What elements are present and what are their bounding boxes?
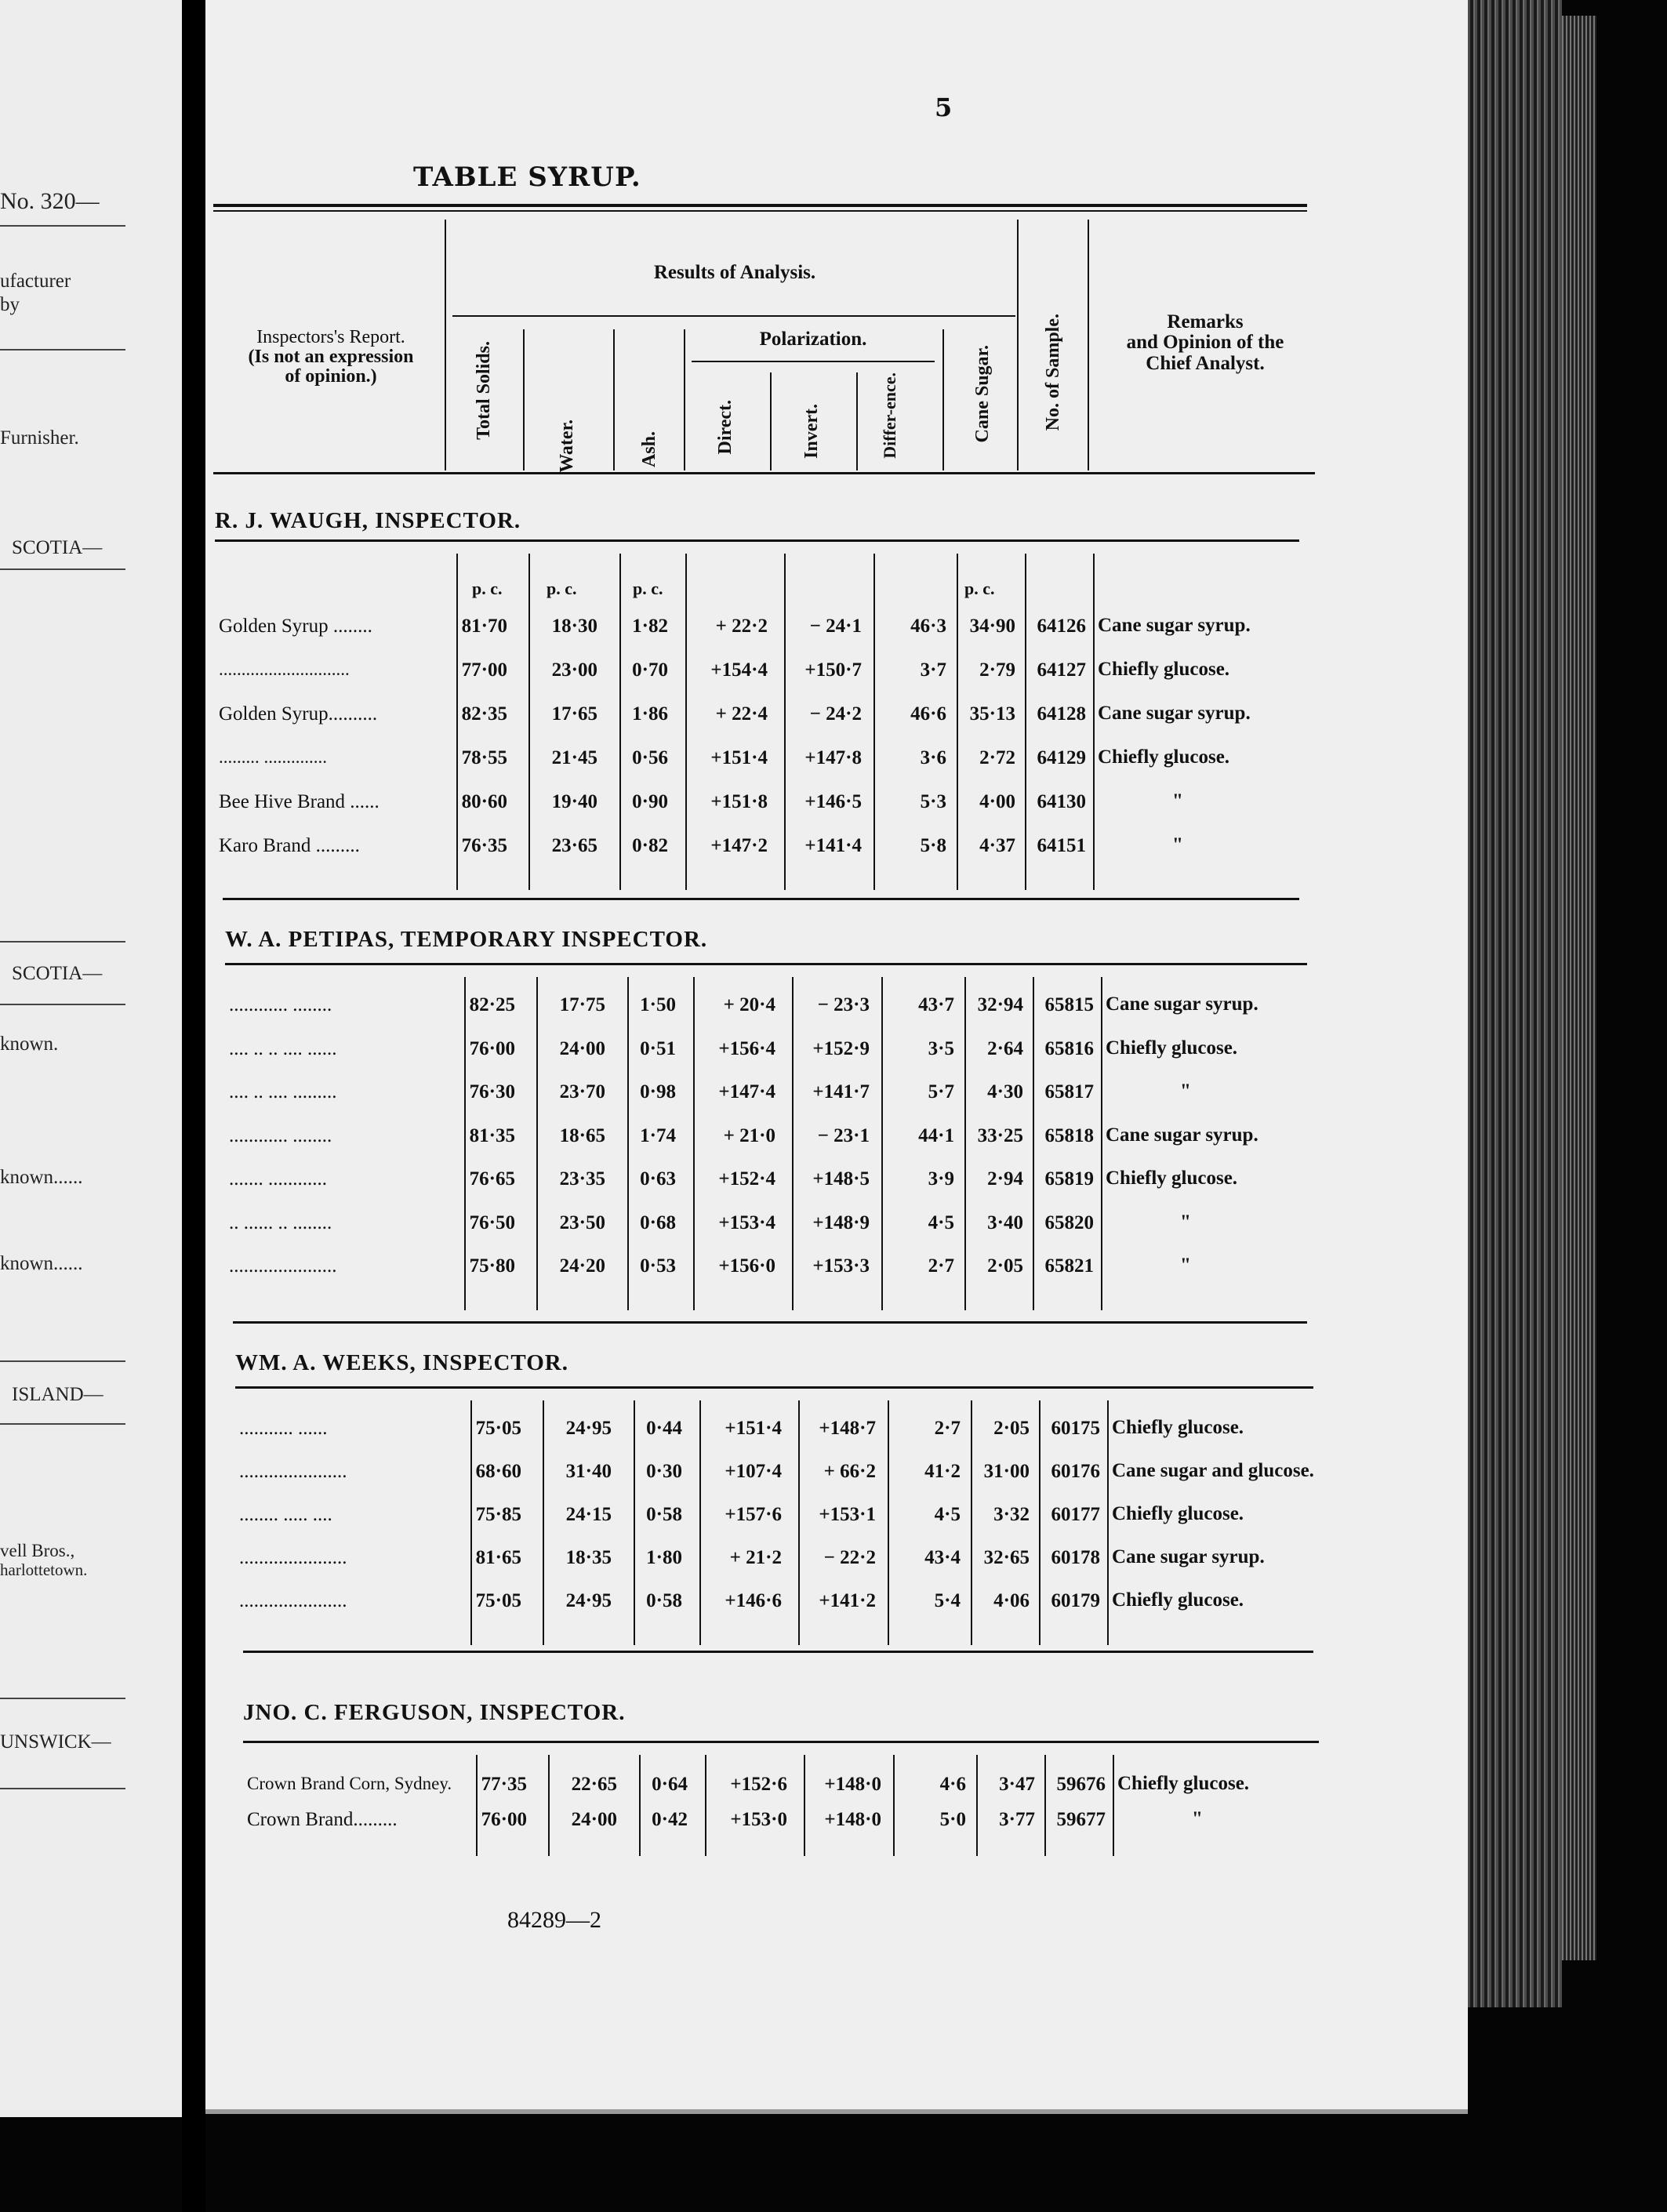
data-cell: 60175 xyxy=(1051,1418,1100,1439)
data-cell: 1·74 xyxy=(640,1124,676,1146)
column-separator xyxy=(893,1755,895,1856)
data-cell: 24·15 xyxy=(565,1504,612,1525)
row-label: Crown Brand......... xyxy=(247,1809,398,1830)
data-cell: 65817 xyxy=(1044,1081,1094,1102)
data-cell: 2·7 xyxy=(928,1255,954,1277)
remarks-cell: Chiefly glucose. xyxy=(1117,1773,1250,1794)
data-cell: 24·00 xyxy=(559,1037,605,1059)
section-bottom-rule xyxy=(243,1651,1313,1653)
cane-sugar-header: Cane Sugar. xyxy=(972,345,993,443)
remarks-cell: Cane sugar syrup. xyxy=(1098,615,1251,636)
data-cell: 5·4 xyxy=(934,1590,961,1611)
left-rule xyxy=(0,349,125,351)
data-cell: 64126 xyxy=(1037,616,1086,637)
data-cell: 75·85 xyxy=(475,1504,521,1525)
row-label: .... .. .... ......... xyxy=(229,1081,337,1102)
data-cell: 78·55 xyxy=(461,747,507,768)
row-label: Golden Syrup ........ xyxy=(219,616,372,637)
total-solids-header: Total Solids. xyxy=(474,341,494,440)
row-label: ........... ...... xyxy=(239,1418,328,1439)
pc-label: p. c. xyxy=(964,579,995,598)
data-cell: 44·1 xyxy=(918,1124,954,1146)
column-separator xyxy=(784,554,786,890)
data-cell: +156·0 xyxy=(718,1255,775,1277)
remarks-cell: " xyxy=(1192,1808,1203,1829)
header-vline xyxy=(942,329,944,470)
data-cell: 5·8 xyxy=(920,835,946,856)
data-cell: 0·58 xyxy=(646,1590,682,1611)
row-label: Bee Hive Brand ...... xyxy=(219,791,380,812)
column-separator xyxy=(693,977,695,1310)
row-label: ......... .............. xyxy=(219,747,327,767)
data-cell: 2·7 xyxy=(934,1418,961,1439)
footer-code: 84289—2 xyxy=(507,1907,601,1933)
left-rule xyxy=(0,941,125,943)
column-separator xyxy=(792,977,794,1310)
row-label: ...................... xyxy=(229,1255,337,1277)
data-cell: 31·40 xyxy=(565,1461,612,1482)
row-label: ....... ............ xyxy=(229,1168,327,1190)
remarks-header-line: and Opinion of the xyxy=(1126,332,1284,354)
data-cell: 41·2 xyxy=(924,1461,961,1482)
data-cell: +153·3 xyxy=(812,1255,870,1277)
data-cell: 59676 xyxy=(1056,1774,1106,1795)
data-cell: +153·1 xyxy=(819,1504,876,1525)
left-rule xyxy=(0,225,125,227)
data-cell: 17·75 xyxy=(559,994,605,1015)
left-frag: vell Bros., xyxy=(0,1541,75,1560)
column-separator xyxy=(705,1755,706,1856)
data-cell: +150·7 xyxy=(804,659,862,681)
sample-no-header: No. of Sample. xyxy=(1043,314,1063,431)
remarks-cell: Cane sugar syrup. xyxy=(1098,703,1251,724)
data-cell: +152·9 xyxy=(812,1037,870,1059)
data-cell: 0·68 xyxy=(640,1211,676,1233)
remarks-cell: Chiefly glucose. xyxy=(1112,1589,1244,1611)
polarization-header: Polarization. xyxy=(759,329,867,350)
data-cell: 3·77 xyxy=(999,1809,1035,1830)
data-cell: 2·05 xyxy=(993,1418,1030,1439)
data-cell: 23·70 xyxy=(559,1081,605,1102)
remarks-cell: Chiefly glucose. xyxy=(1106,1168,1238,1189)
data-cell: 82·35 xyxy=(461,703,507,725)
section-title: R. J. WAUGH, INSPECTOR. xyxy=(215,508,521,533)
direct-header: Direct. xyxy=(715,400,735,455)
remarks-cell: " xyxy=(1172,834,1183,855)
data-cell: +153·4 xyxy=(718,1211,775,1233)
data-cell: 76·00 xyxy=(481,1809,527,1830)
data-cell: 22·65 xyxy=(571,1774,617,1795)
book-fore-edge xyxy=(1562,16,1596,1960)
data-cell: 46·6 xyxy=(910,703,946,725)
data-cell: 60179 xyxy=(1051,1590,1100,1611)
data-cell: 0·70 xyxy=(632,659,668,681)
data-cell: +147·2 xyxy=(710,835,768,856)
data-cell: − 24·2 xyxy=(809,703,862,725)
data-cell: + 21·0 xyxy=(723,1124,775,1146)
data-cell: 2·72 xyxy=(979,747,1015,768)
data-cell: 3·47 xyxy=(999,1774,1035,1795)
data-cell: 2·05 xyxy=(987,1255,1023,1277)
data-cell: 59677 xyxy=(1056,1809,1106,1830)
left-frag: by xyxy=(0,294,20,315)
column-separator xyxy=(639,1755,641,1856)
remarks-cell: Chiefly glucose. xyxy=(1112,1503,1244,1524)
left-frag: known...... xyxy=(0,1253,83,1274)
document-page xyxy=(205,0,1468,2114)
data-cell: + 22·4 xyxy=(715,703,768,725)
data-cell: 75·80 xyxy=(469,1255,515,1277)
data-cell: 23·35 xyxy=(559,1168,605,1190)
left-frag: harlottetown. xyxy=(0,1560,88,1579)
data-cell: 3·32 xyxy=(993,1504,1030,1525)
data-cell: +148·0 xyxy=(824,1774,881,1795)
section-rule xyxy=(215,539,1299,542)
data-cell: +152·6 xyxy=(730,1774,787,1795)
left-frag: known. xyxy=(0,1033,59,1055)
remarks-header xyxy=(1095,312,1315,374)
page-title: TABLE SYRUP. xyxy=(413,162,641,193)
data-cell: 81·65 xyxy=(475,1547,521,1568)
section-title: WM. A. WEEKS, INSPECTOR. xyxy=(235,1350,568,1375)
data-cell: +156·4 xyxy=(718,1037,775,1059)
data-cell: 76·30 xyxy=(469,1081,515,1102)
data-cell: − 23·1 xyxy=(817,1124,870,1146)
section-title: W. A. PETIPAS, TEMPORARY INSPECTOR. xyxy=(225,927,708,952)
data-cell: 32·65 xyxy=(983,1547,1030,1568)
data-cell: +141·2 xyxy=(819,1590,876,1611)
report-header-line: of opinion.) xyxy=(285,366,377,387)
header-rule-top xyxy=(213,204,1307,207)
data-cell: 4·5 xyxy=(928,1211,954,1233)
page-number: 5 xyxy=(935,93,953,122)
data-cell: 68·60 xyxy=(475,1461,521,1482)
data-cell: +151·4 xyxy=(725,1418,782,1439)
remarks-cell: Cane sugar and glucose. xyxy=(1112,1460,1314,1481)
data-cell: 76·50 xyxy=(469,1211,515,1233)
left-rule xyxy=(0,568,125,570)
data-cell: 34·90 xyxy=(969,616,1015,637)
data-cell: 4·6 xyxy=(939,1774,966,1795)
left-frag: No. 320— xyxy=(0,188,100,214)
remarks-cell: " xyxy=(1180,1255,1191,1276)
data-cell: + 21·2 xyxy=(729,1547,782,1568)
column-separator xyxy=(798,1400,800,1645)
data-cell: 5·0 xyxy=(939,1809,966,1830)
left-frag: known...... xyxy=(0,1167,83,1188)
data-cell: 1·50 xyxy=(640,994,676,1015)
data-cell: 2·79 xyxy=(979,659,1015,681)
data-cell: 81·70 xyxy=(461,616,507,637)
section-rule xyxy=(243,1741,1319,1743)
data-cell: 65815 xyxy=(1044,994,1094,1015)
header-vline xyxy=(1017,220,1019,470)
data-cell: +146·5 xyxy=(804,791,862,812)
remarks-cell: Cane sugar syrup. xyxy=(1112,1546,1265,1567)
left-frag: SCOTIA— xyxy=(12,537,103,558)
data-cell: 21·45 xyxy=(551,747,597,768)
header-rule-bottom xyxy=(213,472,1315,474)
data-cell: 0·98 xyxy=(640,1081,676,1102)
data-cell: 1·80 xyxy=(646,1547,682,1568)
column-separator xyxy=(1107,1400,1109,1645)
data-cell: 43·7 xyxy=(918,994,954,1015)
data-cell: 18·35 xyxy=(565,1547,612,1568)
row-label: Crown Brand Corn, Sydney. xyxy=(247,1774,452,1793)
pc-label: p. c. xyxy=(633,579,663,598)
remarks-cell: Cane sugar syrup. xyxy=(1106,993,1258,1015)
data-cell: 64127 xyxy=(1037,659,1086,681)
data-cell: + 22·2 xyxy=(715,616,768,637)
data-cell: 60176 xyxy=(1051,1461,1100,1482)
remarks-cell: Chiefly glucose. xyxy=(1106,1037,1238,1059)
data-cell: 2·64 xyxy=(987,1037,1023,1059)
data-cell: 64128 xyxy=(1037,703,1086,725)
data-cell: 65816 xyxy=(1044,1037,1094,1059)
column-separator xyxy=(1044,1755,1046,1856)
pc-label: p. c. xyxy=(547,579,577,598)
remarks-cell: " xyxy=(1172,790,1183,812)
row-label: .... .. .. .... ...... xyxy=(229,1037,337,1059)
data-cell: 65819 xyxy=(1044,1168,1094,1190)
data-cell: 0·42 xyxy=(652,1809,688,1830)
remarks-cell: Chiefly glucose. xyxy=(1098,746,1230,768)
remarks-cell: " xyxy=(1180,1211,1191,1233)
data-cell: 4·30 xyxy=(987,1081,1023,1102)
data-cell: 4·37 xyxy=(979,835,1015,856)
data-cell: 17·65 xyxy=(551,703,597,725)
data-cell: +148·7 xyxy=(819,1418,876,1439)
book-fore-edge xyxy=(1468,0,1562,2007)
row-label: ...................... xyxy=(239,1590,347,1611)
row-label: .. ...... .. ........ xyxy=(229,1211,332,1233)
left-rule xyxy=(0,1698,125,1699)
report-header xyxy=(221,328,441,387)
left-rule xyxy=(0,1004,125,1005)
header-vline xyxy=(684,329,685,470)
data-cell: +141·7 xyxy=(812,1081,870,1102)
data-cell: 82·25 xyxy=(469,994,515,1015)
data-cell: 3·7 xyxy=(920,659,946,681)
data-cell: − 24·1 xyxy=(809,616,862,637)
left-rule xyxy=(0,1788,125,1789)
data-cell: 23·50 xyxy=(559,1211,605,1233)
header-hline xyxy=(452,315,1015,317)
header-vline xyxy=(770,372,772,470)
data-cell: 0·64 xyxy=(652,1774,688,1795)
row-label: ........ ..... .... xyxy=(239,1504,332,1525)
ash-header: Ash. xyxy=(639,431,659,468)
data-cell: 0·90 xyxy=(632,791,668,812)
data-cell: 23·00 xyxy=(551,659,597,681)
data-cell: 24·00 xyxy=(571,1809,617,1830)
remarks-cell: Chiefly glucose. xyxy=(1098,659,1230,680)
data-cell: +147·4 xyxy=(718,1081,775,1102)
data-cell: +157·6 xyxy=(725,1504,782,1525)
data-cell: +154·4 xyxy=(710,659,768,681)
row-label: Golden Syrup.......... xyxy=(219,703,378,725)
section-title: JNO. C. FERGUSON, INSPECTOR. xyxy=(243,1700,626,1725)
data-cell: +147·8 xyxy=(804,747,862,768)
data-cell: 1·82 xyxy=(632,616,668,637)
data-cell: +141·4 xyxy=(804,835,862,856)
data-cell: 75·05 xyxy=(475,1418,521,1439)
left-rule xyxy=(0,1360,125,1362)
data-cell: 3·6 xyxy=(920,747,946,768)
left-rule xyxy=(0,1423,125,1425)
data-cell: 31·00 xyxy=(983,1461,1030,1482)
data-cell: 3·9 xyxy=(928,1168,954,1190)
difference-header: Differ-ence. xyxy=(880,372,899,459)
data-cell: 4·00 xyxy=(979,791,1015,812)
remarks-cell: " xyxy=(1180,1081,1191,1102)
column-separator xyxy=(699,1400,701,1645)
data-cell: 19·40 xyxy=(551,791,597,812)
remarks-header-line: Remarks xyxy=(1167,311,1244,332)
data-cell: 81·35 xyxy=(469,1124,515,1146)
data-cell: 46·3 xyxy=(910,616,946,637)
invert-header: Invert. xyxy=(801,404,822,459)
data-cell: − 23·3 xyxy=(817,994,870,1015)
data-cell: 76·00 xyxy=(469,1037,515,1059)
water-header: Water. xyxy=(557,420,577,473)
left-page-fragment xyxy=(0,0,182,2117)
data-cell: 1·86 xyxy=(632,703,668,725)
data-cell: 5·3 xyxy=(920,791,946,812)
data-cell: 33·25 xyxy=(977,1124,1023,1146)
left-frag: ISLAND— xyxy=(12,1384,104,1405)
data-cell: 0·53 xyxy=(640,1255,676,1277)
column-separator xyxy=(804,1755,805,1856)
data-cell: + 66·2 xyxy=(823,1461,876,1482)
data-cell: 65820 xyxy=(1044,1211,1094,1233)
left-frag: UNSWICK— xyxy=(0,1731,111,1753)
data-cell: 35·13 xyxy=(969,703,1015,725)
data-cell: 18·65 xyxy=(559,1124,605,1146)
data-cell: − 22·2 xyxy=(823,1547,876,1568)
header-rule-top xyxy=(213,210,1307,212)
header-vline xyxy=(445,220,446,470)
pc-label: p. c. xyxy=(472,579,503,598)
data-cell: 3·40 xyxy=(987,1211,1023,1233)
data-cell: 24·95 xyxy=(565,1590,612,1611)
data-cell: +107·4 xyxy=(725,1461,782,1482)
data-cell: +151·8 xyxy=(710,791,768,812)
section-rule xyxy=(235,1386,1313,1389)
section-rule xyxy=(225,963,1307,965)
results-header: Results of Analysis. xyxy=(653,262,816,283)
section-bottom-rule xyxy=(223,898,1299,900)
data-cell: 23·65 xyxy=(551,835,597,856)
row-label: ...................... xyxy=(239,1547,347,1568)
data-cell: 60177 xyxy=(1051,1504,1100,1525)
data-cell: 0·51 xyxy=(640,1037,676,1059)
header-vline xyxy=(856,372,858,470)
data-cell: 76·35 xyxy=(461,835,507,856)
data-cell: +148·0 xyxy=(824,1809,881,1830)
row-label: ............ ........ xyxy=(229,994,332,1015)
row-label: ............ ........ xyxy=(229,1124,332,1146)
data-cell: 4·06 xyxy=(993,1590,1030,1611)
data-cell: 0·63 xyxy=(640,1168,676,1190)
data-cell: 64130 xyxy=(1037,791,1086,812)
data-cell: 0·58 xyxy=(646,1504,682,1525)
remarks-cell: Cane sugar syrup. xyxy=(1106,1124,1258,1146)
section-bottom-rule xyxy=(233,1321,1307,1324)
column-separator xyxy=(548,1755,550,1856)
data-cell: 76·65 xyxy=(469,1168,515,1190)
report-header-line: (Is not an expression xyxy=(248,347,414,368)
data-cell: +153·0 xyxy=(730,1809,787,1830)
column-separator xyxy=(976,1755,978,1856)
data-cell: 75·05 xyxy=(475,1590,521,1611)
data-cell: 77·35 xyxy=(481,1774,527,1795)
data-cell: 24·20 xyxy=(559,1255,605,1277)
left-frag: SCOTIA— xyxy=(12,963,103,984)
data-cell: 77·00 xyxy=(461,659,507,681)
data-cell: 43·4 xyxy=(924,1547,961,1568)
data-cell: 4·5 xyxy=(934,1504,961,1525)
data-cell: 65821 xyxy=(1044,1255,1094,1277)
data-cell: 18·30 xyxy=(551,616,597,637)
column-separator xyxy=(1093,554,1095,890)
data-cell: + 20·4 xyxy=(723,994,775,1015)
data-cell: 64129 xyxy=(1037,747,1086,768)
data-cell: +148·9 xyxy=(812,1211,870,1233)
data-cell: 0·82 xyxy=(632,835,668,856)
data-cell: 0·44 xyxy=(646,1418,682,1439)
data-cell: 80·60 xyxy=(461,791,507,812)
row-label: ............................. xyxy=(219,659,350,679)
remarks-header-line: Chief Analyst. xyxy=(1146,352,1265,374)
header-hline xyxy=(692,361,935,362)
left-frag: Furnisher. xyxy=(0,427,79,449)
data-cell: 0·30 xyxy=(646,1461,682,1482)
header-vline xyxy=(523,329,525,470)
data-cell: +148·5 xyxy=(812,1168,870,1190)
data-cell: 2·94 xyxy=(987,1168,1023,1190)
header-vline xyxy=(1088,220,1089,470)
data-cell: +152·4 xyxy=(718,1168,775,1190)
data-cell: 60178 xyxy=(1051,1547,1100,1568)
column-separator xyxy=(1113,1755,1114,1856)
data-cell: +151·4 xyxy=(710,747,768,768)
column-separator xyxy=(685,554,687,890)
data-cell: 65818 xyxy=(1044,1124,1094,1146)
report-header-line: Inspectors's Report. xyxy=(256,327,405,347)
data-cell: 0·56 xyxy=(632,747,668,768)
data-cell: 5·7 xyxy=(928,1081,954,1102)
data-cell: 3·5 xyxy=(928,1037,954,1059)
row-label: ...................... xyxy=(239,1461,347,1482)
data-cell: 24·95 xyxy=(565,1418,612,1439)
row-label: Karo Brand ......... xyxy=(219,835,360,856)
book-gutter xyxy=(182,0,205,2212)
header-vline xyxy=(613,329,615,470)
left-frag: ufacturer xyxy=(0,271,71,292)
column-separator xyxy=(1101,977,1102,1310)
data-cell: 32·94 xyxy=(977,994,1023,1015)
data-cell: +146·6 xyxy=(725,1590,782,1611)
data-cell: 64151 xyxy=(1037,835,1086,856)
column-separator xyxy=(476,1755,478,1856)
remarks-cell: Chiefly glucose. xyxy=(1112,1417,1244,1438)
